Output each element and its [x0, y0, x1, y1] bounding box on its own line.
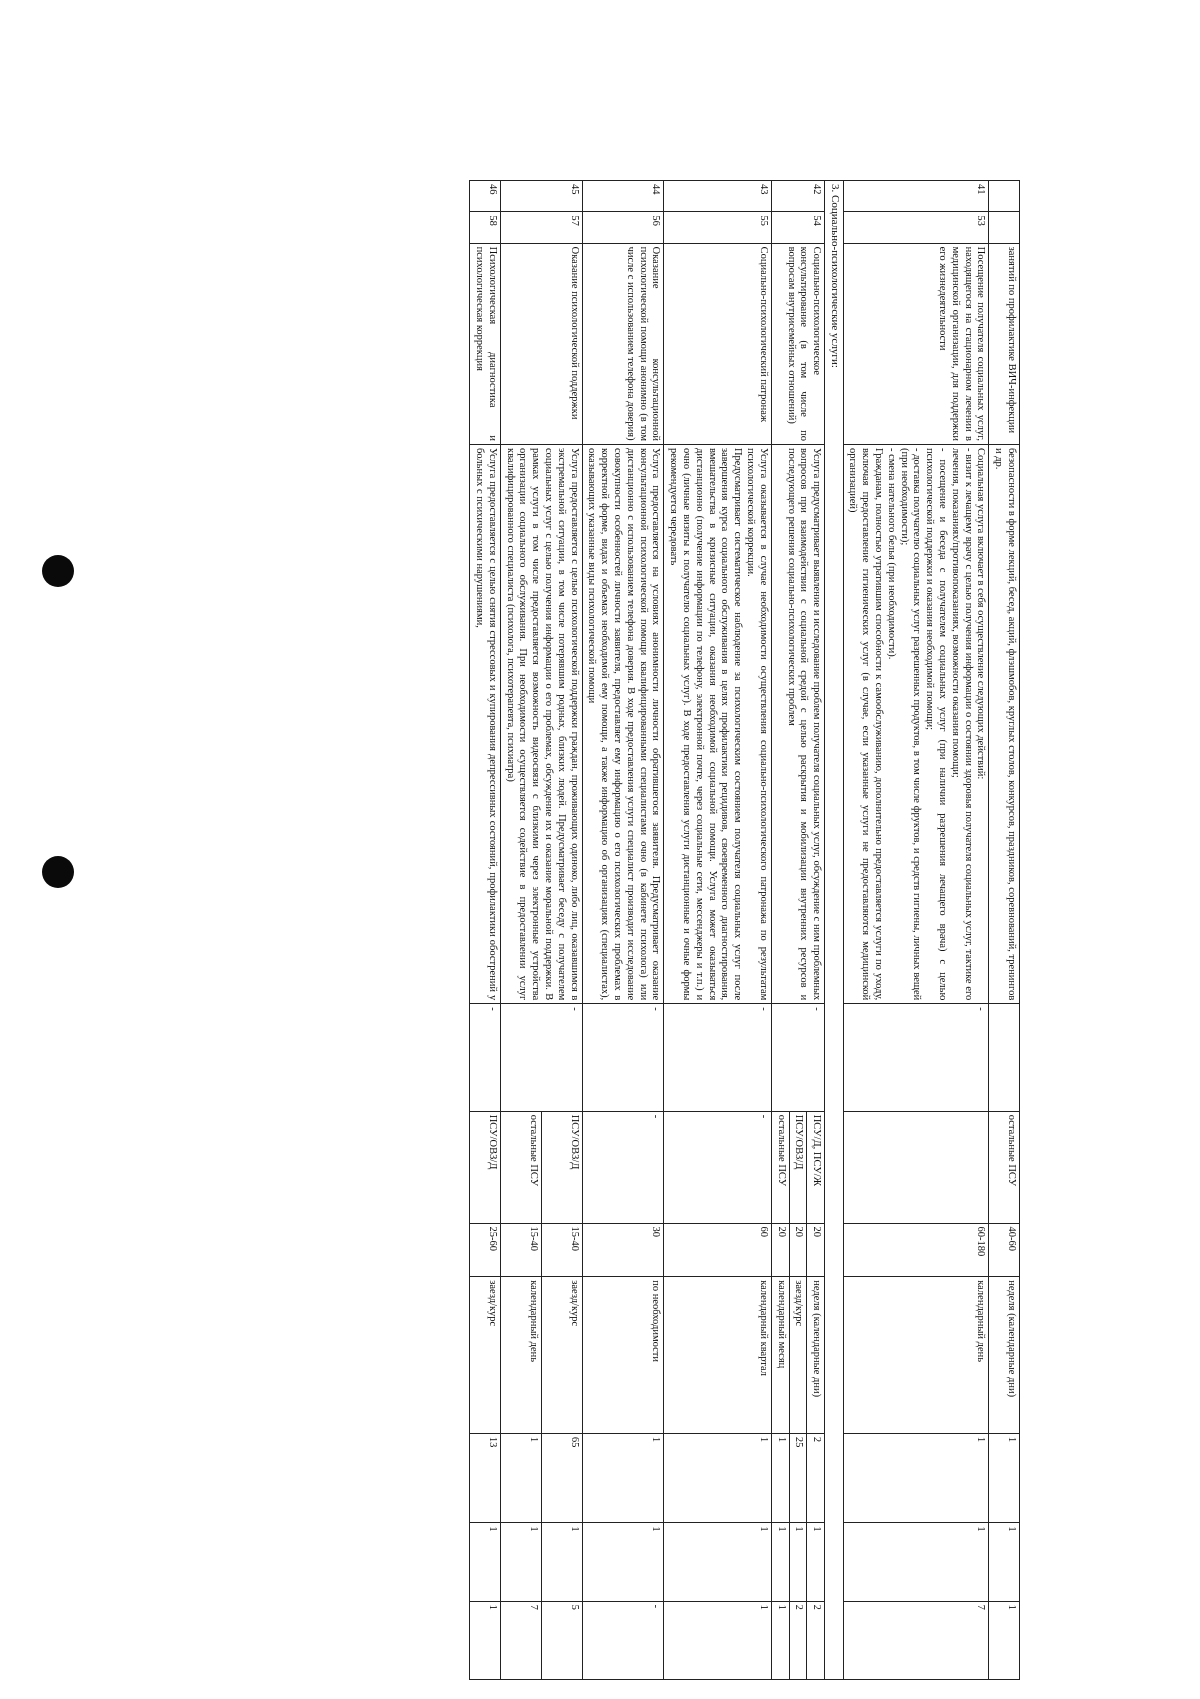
service-code: 54 [771, 212, 824, 243]
recipient-category: ПСУ/Д, ПСУ/Ж [807, 1111, 825, 1223]
volume: 1 [500, 1433, 541, 1522]
row-number: 44 [582, 181, 664, 212]
table-row [989, 181, 1020, 1680]
time-norm: 40-60 [989, 1223, 1020, 1277]
period-unit: по необходимости [582, 1277, 664, 1434]
recipient-category [843, 1111, 989, 1223]
service-dash: - [771, 1004, 824, 1111]
service-name: Оказание консультационной психологической помощи анонимно (в том числе с использованием телефона доверия) [582, 243, 664, 444]
volume: 1 [582, 1433, 664, 1522]
period-unit: заезд/курс [541, 1277, 582, 1434]
service-code: 53 [843, 212, 989, 243]
service-code: 56 [582, 212, 664, 243]
rotated-page [100, 180, 1020, 1680]
time-norm: 30 [582, 1223, 664, 1277]
volume: 25 [789, 1433, 807, 1522]
recipient-category: остальные ПСУ [500, 1111, 541, 1223]
section-row [825, 181, 843, 1680]
count-a: 1 [541, 1523, 582, 1601]
table-row [541, 181, 582, 1680]
recipient-category: остальные ПСУ [989, 1111, 1020, 1223]
period-unit: заезд/курс [789, 1277, 807, 1434]
service-dash: - [664, 1004, 771, 1111]
recipient-category: ПСУ/ОВЗ/Д [789, 1111, 807, 1223]
volume: 65 [541, 1433, 582, 1522]
table-row [843, 181, 989, 1680]
count-a: 1 [807, 1523, 825, 1601]
service-code: 55 [664, 212, 771, 243]
recipient-category: остальные ПСУ [771, 1111, 789, 1223]
table-row [807, 181, 825, 1680]
service-name: Социально-психологический патронаж [664, 243, 771, 444]
time-norm: 20 [771, 1223, 789, 1277]
period-unit: календарный день [500, 1277, 541, 1434]
count-b: 2 [807, 1601, 825, 1679]
table-row [470, 181, 501, 1680]
count-b: 1 [664, 1601, 771, 1679]
service-dash: - [500, 1004, 582, 1111]
service-code [989, 212, 1020, 243]
time-norm: 60 [664, 1223, 771, 1277]
service-description: Социальная услуга включает в себя осуществление следующих действий: - визит к лечащему врачу с целью получения информации о состоянии здоровья получателя социальных услуг, тактике его лечения, показаниях/противопоказаниях, возможности оказания помощи; - посещение и беседа с получателем социальных услуг (при наличии разрешения лечащего врача) с целью психологической поддержки и оказания необходимой помощи; - доставка получателю социальных услуг разрешенных продуктов, в том числе фруктов, и средств гигиены, личных вещей (при необходимости); - смена нательного белья (при необходимости). Гражданам, полностью утратившим способности к самообслуживанию, дополнительно предоставляется услуги по уходу, включая предоставление гигиенических услуг (в случае, если указанные услуги не предоставляются медицинской организацией) [843, 444, 989, 1003]
count-a: 1 [771, 1523, 789, 1601]
row-number: 46 [470, 181, 501, 212]
recipient-category: ПСУ/ОВЗ/Д [470, 1111, 501, 1223]
count-a: 1 [664, 1523, 771, 1601]
row-number: 41 [843, 181, 989, 212]
period-unit: календарный день [843, 1277, 989, 1434]
services-table [469, 180, 1020, 1680]
service-dash [989, 1004, 1020, 1111]
count-b: 1 [771, 1601, 789, 1679]
volume: 1 [771, 1433, 789, 1522]
service-description: Услуга предоставляется с целью психологической поддержки граждан, проживающих одиноко, либо лиц, оказавшимся в экстремальной ситуации, в том числе потерявшим родных, близких людей. Предусматривает беседу с получателем социальных услуг с целью получения информации о его проблемах, обсуждение их и оказание моральной поддержки. В рамках услуги в том числе предоставляется возможность видеосвязи с близкими через электронные устройства организации социального обслуживания. При необходимости осуществляется содействие в предоставлении услуг квалифицированного специалиста (психолога, психотерапевта, психиатра) [500, 444, 582, 1003]
service-code: 58 [470, 212, 501, 243]
service-name: Психологическая диагностика и психологическая коррекция [470, 243, 501, 444]
period-unit: заезд/курс [470, 1277, 501, 1434]
service-description: Услуга оказывается в случае необходимости осуществления социально-психологического патронажа по результатам психологической коррекции. Предусматривает систематическое наблюдение за психологическим состоянием получателя социальных услуг после завершения курса социального обслуживания в целях профилактики рецидивов, своевременного диагностирования, вмешательства в кризисные ситуации, оказания необходимой социальной помощи. Услуга может оказываться дистанционно (получение информации по телефону, электронной почте, через социальные сети, мессенджеры и т.п.) и очно (личные визиты к получателю социальных услуг). В ходе предоставления услуги дистанционные и очные формы рекомендуется чередовать [664, 444, 771, 1003]
service-name: Посещение получателя социальных услуг, находящегося на стационарном лечении в медицинской организации, для поддержки его жизнедеятельности [843, 243, 989, 444]
time-norm: 20 [807, 1223, 825, 1277]
service-description: Услуга предусматривает выявление и исследование проблем получателя социальных услуг, обсуждение с ним проблемных вопросов при взаимодействии с социальной средой с целью раскрытия и мобилизации внутренних ресурсов и последующего решения социально-психологических проблем [771, 444, 824, 1003]
service-description: Услуга предоставляется на условиях анонимности личности обратившегося заявителя. Предусматривает оказание консультационной психологической помощи квалифицированными специалистами очно (в кабинете психолога) или дистанционно с использованием телефона доверия. В ходе предоставления услуги специалист производит исследование совокупности особенностей личности заявителя, предоставляет ему информацию о его психологических проблемах в корректной форме, видах и объемах необходимой ему помощи, а также информацию об организациях (специалистах), оказывающих указанные виды психологической помощи [582, 444, 664, 1003]
count-b: 2 [789, 1601, 807, 1679]
count-a: 1 [843, 1523, 989, 1601]
service-dash: - [582, 1004, 664, 1111]
count-a: 1 [470, 1523, 501, 1601]
time-norm: 60-180 [843, 1223, 989, 1277]
period-unit: неделя (календарные дни) [807, 1277, 825, 1434]
service-name: Оказание психологической поддержки [500, 243, 582, 444]
punch-hole-bottom [42, 856, 74, 888]
volume: 1 [664, 1433, 771, 1522]
table-row [582, 181, 664, 1680]
count-a: 1 [789, 1523, 807, 1601]
time-norm: 20 [789, 1223, 807, 1277]
row-number: 45 [500, 181, 582, 212]
service-description: безопасности в форме лекций, бесед, акций, флэшмобов, круглых столов, конкурсов, праздников, соревнований, тренингов и др. [989, 444, 1020, 1003]
count-a: 1 [500, 1523, 541, 1601]
service-name: занятий по профилактике ВИЧ-инфекции [989, 243, 1020, 444]
volume: 1 [989, 1433, 1020, 1522]
time-norm: 15-40 [500, 1223, 541, 1277]
service-description: Услуга предоставляется с целью снятия стрессовых и купирования депрессивных состояний, профилактики обострений у больных с психическими нарушениями, [470, 444, 501, 1003]
volume: 13 [470, 1433, 501, 1522]
recipient-category: ПСУ/ОВЗ/Д [541, 1111, 582, 1223]
count-a: 1 [989, 1523, 1020, 1601]
period-unit: неделя (календарные дни) [989, 1277, 1020, 1434]
service-code: 57 [500, 212, 582, 243]
recipient-category: - [664, 1111, 771, 1223]
service-dash: - [843, 1004, 989, 1111]
volume: 2 [807, 1433, 825, 1522]
count-b: 7 [500, 1601, 541, 1679]
count-b: 1 [989, 1601, 1020, 1679]
count-b: - [582, 1601, 664, 1679]
row-number [989, 181, 1020, 212]
period-unit: календарный квартал [664, 1277, 771, 1434]
time-norm: 15-40 [541, 1223, 582, 1277]
period-unit: календарный месяц [771, 1277, 789, 1434]
count-a: 1 [582, 1523, 664, 1601]
punch-hole-top [42, 555, 74, 587]
volume: 1 [843, 1433, 989, 1522]
time-norm: 25-60 [470, 1223, 501, 1277]
section-header: 3. Социально-психологические услуги: [825, 181, 843, 1680]
row-number: 42 [771, 181, 824, 212]
recipient-category: - [582, 1111, 664, 1223]
service-dash: - [470, 1004, 501, 1111]
service-name: Социально-психологическое консультирование (в том числе по вопросам внутрисемейных отношений) [771, 243, 824, 444]
row-number: 43 [664, 181, 771, 212]
table-row [664, 181, 771, 1680]
count-b: 1 [470, 1601, 501, 1679]
count-b: 5 [541, 1601, 582, 1679]
count-b: 7 [843, 1601, 989, 1679]
